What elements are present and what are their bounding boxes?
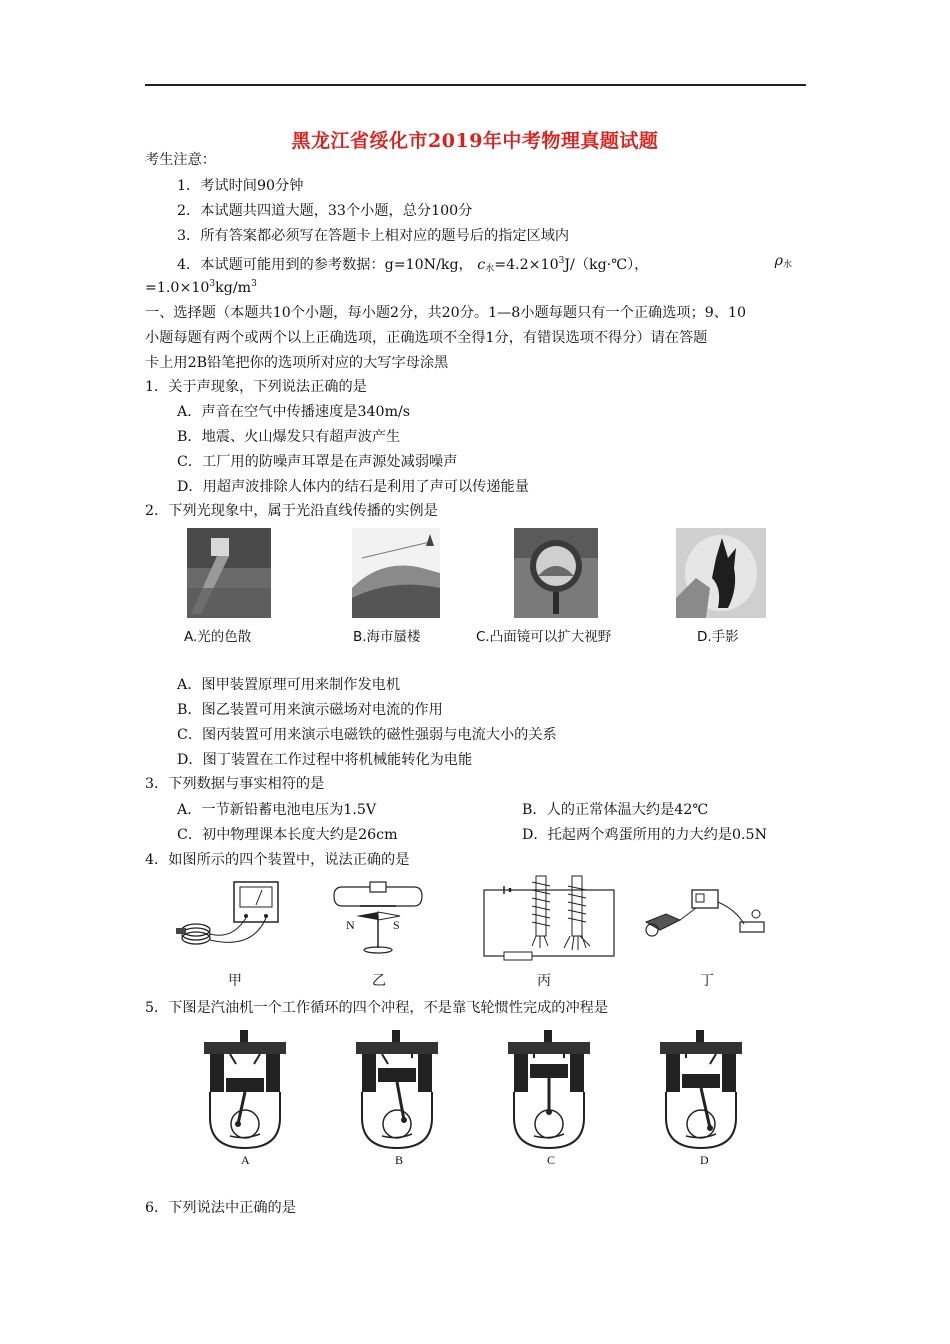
notice-item-3: 3．所有答案都必须写在答题卡上相对应的题号后的指定区域内 bbox=[177, 228, 570, 244]
notice-item-4-d-sup2: 3 bbox=[251, 279, 257, 289]
notice-item-4-d-sup: 3 bbox=[209, 279, 216, 289]
q1-option-a: A．声音在空气中传播速度是340m/s bbox=[177, 404, 411, 420]
q3-stem: 3．下列数据与事实相符的是 bbox=[145, 776, 325, 792]
q4-label-jia: 甲 bbox=[228, 973, 242, 989]
q5-label-c: C bbox=[547, 1153, 556, 1167]
q3-option-b: B．人的正常体温大约是42℃ bbox=[522, 802, 709, 818]
q4-yi-pole-n: N bbox=[346, 918, 355, 932]
hand-shadow-photo bbox=[676, 528, 766, 618]
notice-item-4-c-sub: 水 bbox=[485, 264, 495, 274]
q1-option-d: D．用超声波排除人体内的结石是利用了声可以传递能量 bbox=[177, 479, 529, 495]
q5-label-d: D bbox=[700, 1153, 709, 1167]
q4-label-yi: 乙 bbox=[372, 973, 386, 989]
q4-figure-yi bbox=[330, 878, 430, 960]
notice-item-4-b-sup: 3 bbox=[558, 256, 565, 266]
notice-item-4 bbox=[177, 251, 806, 279]
q4-figure-bing bbox=[480, 872, 620, 962]
q3-option-c: C．初中物理课本长度大约是26cm bbox=[177, 827, 398, 843]
section1-line3: 卡上用2B铅笔把你的选项所对应的大写字母涂黑 bbox=[145, 355, 449, 371]
mirage-photo bbox=[352, 528, 440, 618]
q4-figure-ding bbox=[640, 884, 770, 944]
engine-stroke-d bbox=[656, 1028, 746, 1156]
q3-option-d: D．托起两个鸡蛋所用的力大约是0.5N bbox=[522, 827, 767, 843]
q2-caption-d: D.手影 bbox=[697, 629, 739, 645]
q4-stem: 4．如图所示的四个装置中，说法正确的是 bbox=[145, 852, 410, 868]
q2-caption-a: A.光的色散 bbox=[184, 629, 252, 645]
engine-stroke-c bbox=[504, 1028, 594, 1156]
q5-stem: 5．下图是汽油机一个工作循环的四个冲程，不是靠飞轮惯性完成的冲程是 bbox=[145, 1000, 609, 1016]
q2-stem: 2．下列光现象中，属于光沿直线传播的实例是 bbox=[145, 503, 438, 519]
q1-option-c: C．工厂用的防噪声耳罩是在声源处减弱噪声 bbox=[177, 454, 458, 470]
q4-figure-jia bbox=[172, 878, 290, 960]
q1-option-b: B．地震、火山爆发只有超声波产生 bbox=[177, 429, 401, 445]
q5-label-b: B bbox=[395, 1153, 404, 1167]
notice-item-4-rho: ρ bbox=[774, 253, 783, 269]
q2-option-d: D．图丁装置在工作过程中将机械能转化为电能 bbox=[177, 752, 473, 768]
convex-mirror-photo bbox=[514, 528, 598, 618]
top-rule bbox=[145, 84, 806, 86]
q4-yi-pole-s: S bbox=[393, 918, 400, 932]
notice-heading: 考生注意： bbox=[145, 152, 216, 168]
q3-option-a: A．一节新铅蓄电池电压为1.5V bbox=[177, 802, 377, 818]
q6-stem: 6．下列说法中正确的是 bbox=[145, 1200, 296, 1216]
dispersion-photo bbox=[187, 528, 271, 618]
q2-option-b: B．图乙装置可用来演示磁场对电流的作用 bbox=[177, 702, 443, 718]
notice-item-4-d: =1.0×10 bbox=[145, 280, 210, 296]
notice-item-4-cont bbox=[145, 274, 257, 298]
notice-item-2: 2．本试题共四道大题，33个小题，总分100分 bbox=[177, 203, 473, 219]
notice-item-4-d2: kg/m bbox=[215, 280, 252, 296]
notice-item-4-b2: J/（kg·℃）， bbox=[564, 257, 649, 273]
engine-stroke-b bbox=[352, 1028, 442, 1156]
notice-item-4-rho-sub: 水 bbox=[782, 260, 792, 270]
notice-item-4-text: 4．本试题可能用到的参考数据：g=10N/kg， bbox=[177, 257, 473, 273]
notice-item-1: 1．考试时间90分钟 bbox=[177, 178, 304, 194]
page-title: 黑龙江省绥化市2019年中考物理真题试题 bbox=[291, 130, 659, 152]
engine-stroke-a bbox=[200, 1028, 290, 1156]
q4-label-ding: 丁 bbox=[700, 973, 714, 989]
section1-line1: 一、选择题（本题共10个小题，每小题2分，共20分。1—8小题每题只有一个正确选项；9、10 bbox=[145, 305, 747, 321]
section1-line2: 小题每题有两个或两个以上正确选项，正确选项不全得1分，有错误选项不得分）请在答题 bbox=[145, 330, 708, 346]
q2-option-a: A．图甲装置原理可用来制作发电机 bbox=[177, 677, 401, 693]
q4-label-bing: 丙 bbox=[537, 973, 551, 989]
q2-option-c: C．图丙装置可用来演示电磁铁的磁性强弱与电流大小的关系 bbox=[177, 727, 557, 743]
notice-item-4-b: =4.2×10 bbox=[494, 257, 559, 273]
q1-stem: 1．关于声现象，下列说法正确的是 bbox=[145, 379, 367, 395]
notice-item-4-c: c bbox=[477, 257, 486, 273]
q2-caption-c: C.凸面镜可以扩大视野 bbox=[476, 629, 612, 645]
q2-caption-b: B.海市蜃楼 bbox=[353, 629, 421, 645]
q5-label-a: A bbox=[241, 1153, 250, 1167]
